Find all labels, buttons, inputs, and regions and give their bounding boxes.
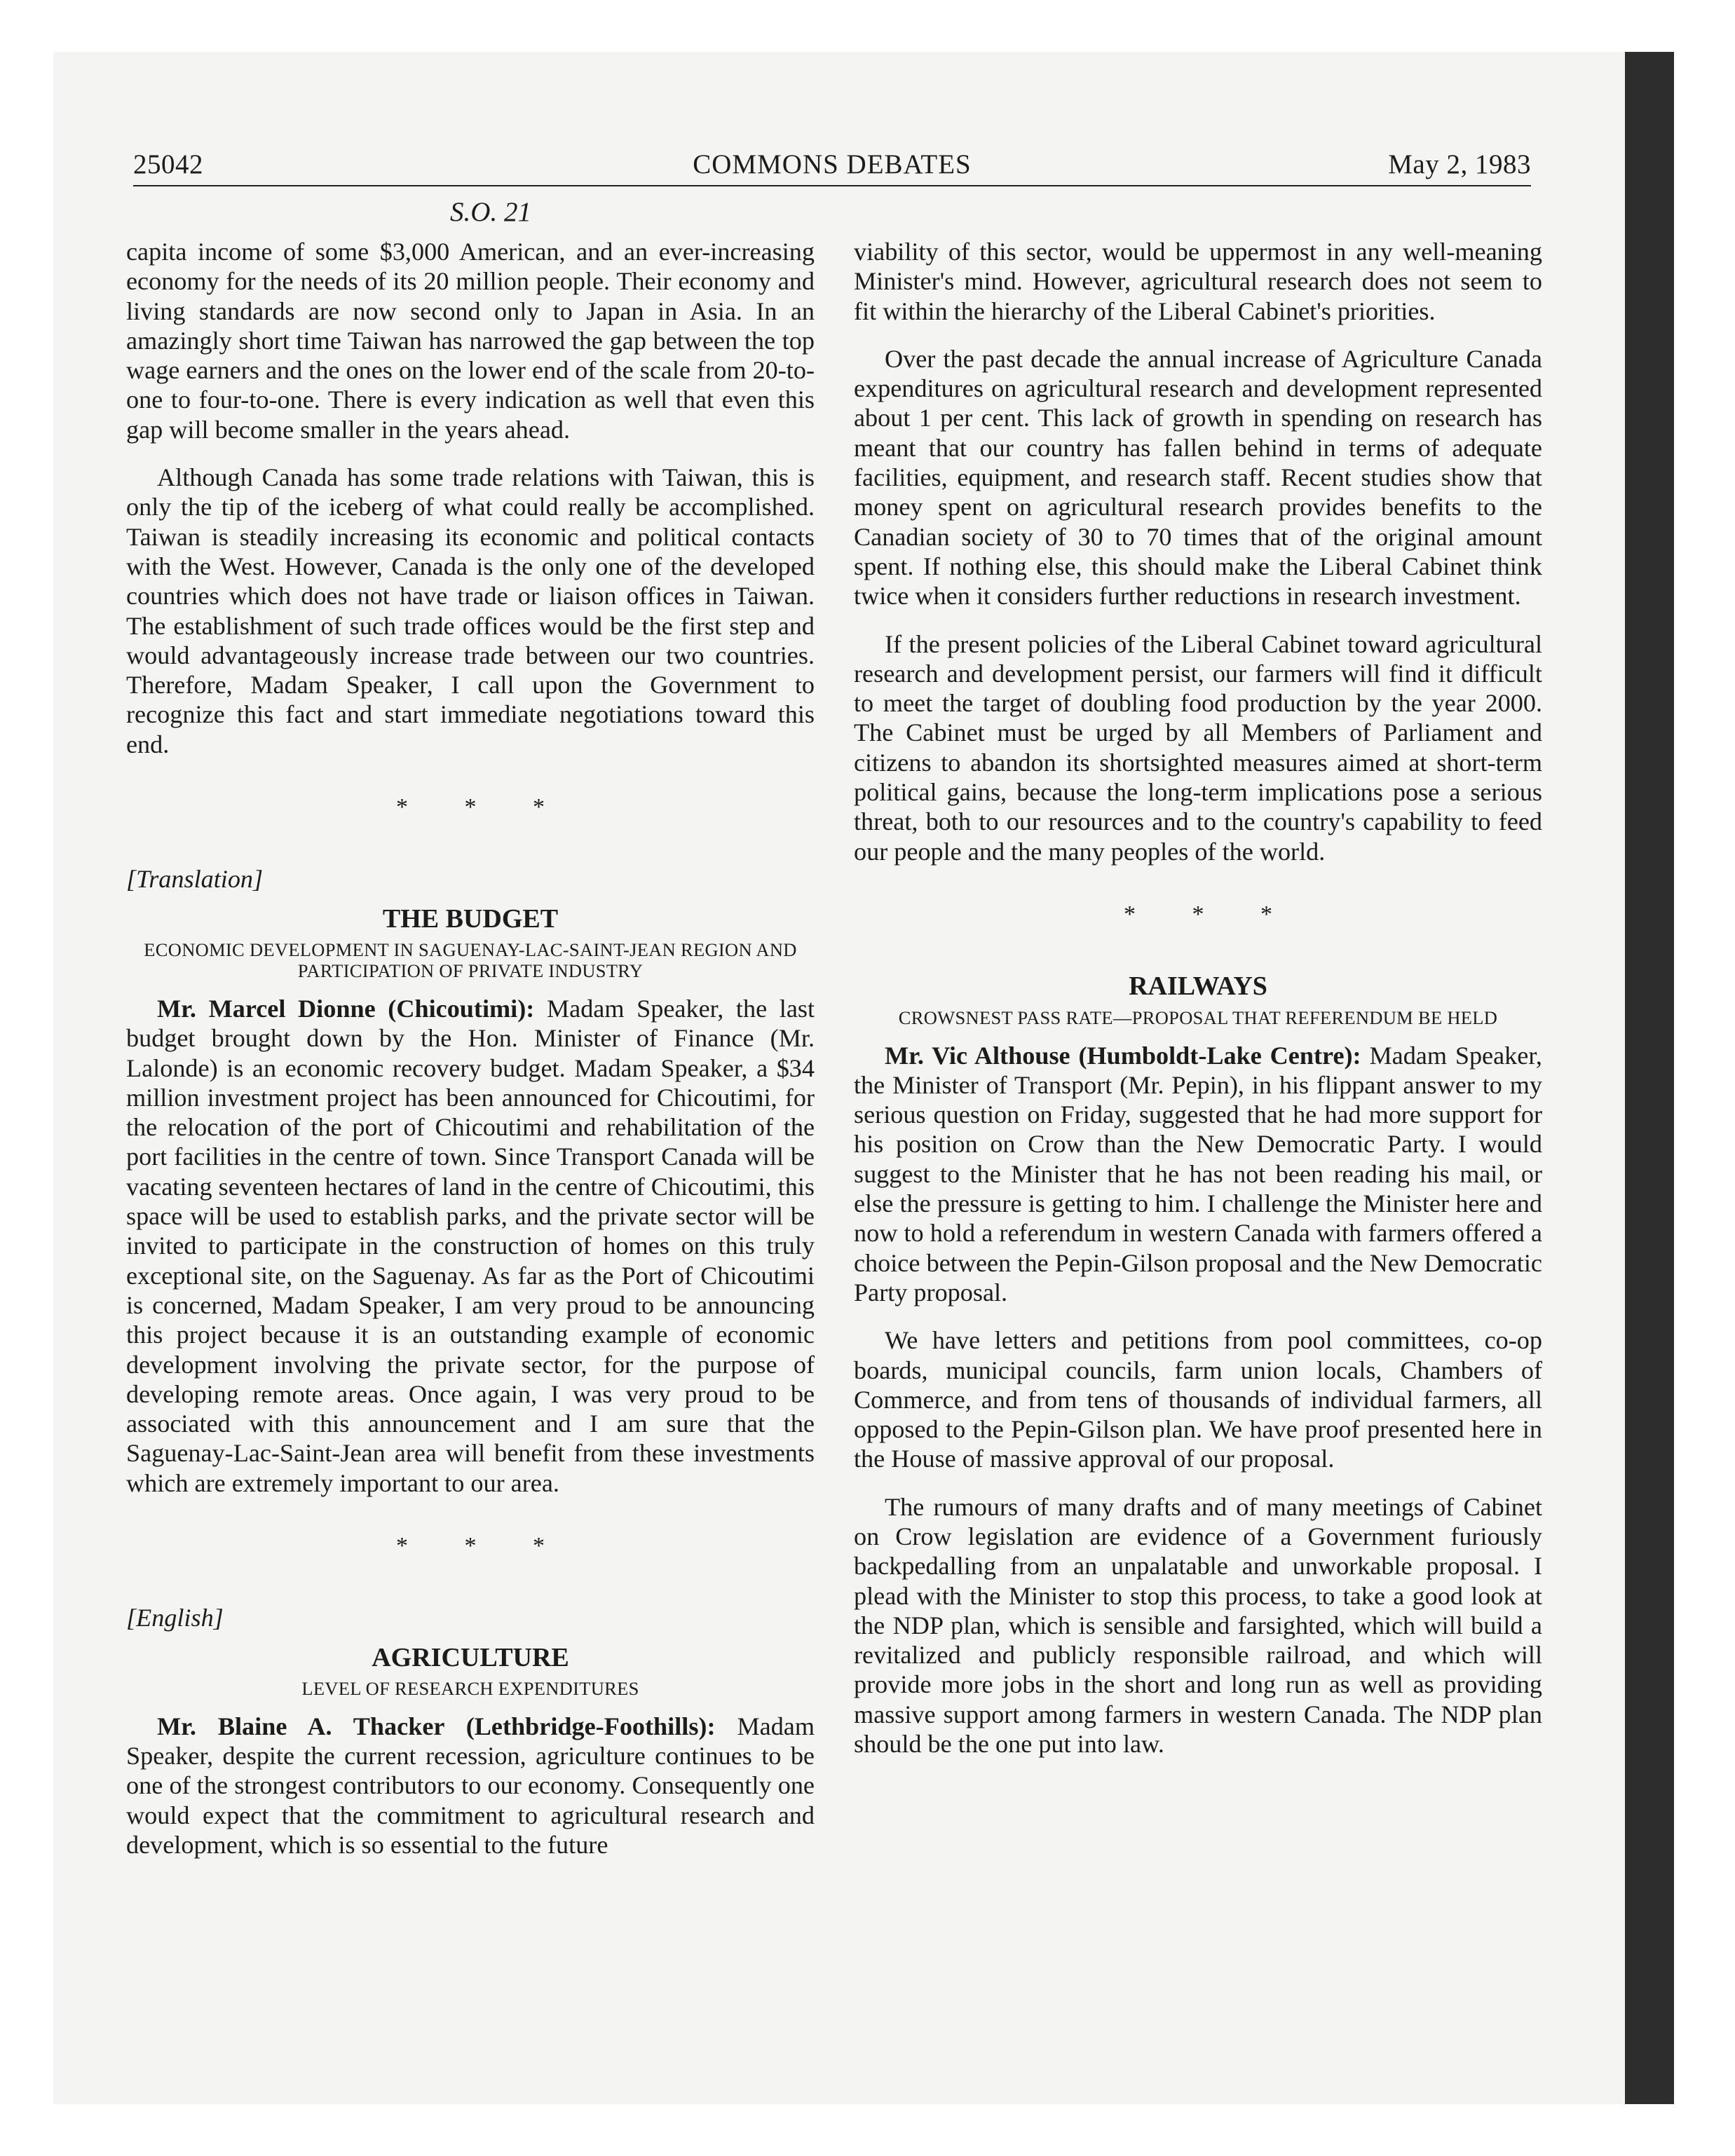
speaker-name: Mr. Blaine A. Thacker (Lethbridge-Foothills): bbox=[157, 1712, 716, 1740]
speech-text: Madam Speaker, despite the current recession, agriculture continues to be one of the strongest contributors to our economy. Consequently one would expect that the commitment to agricultural research and development, which is so essential to the future bbox=[126, 1712, 815, 1860]
paragraph: If the present policies of the Liberal Cabinet toward agricultural research and development persist, our farmers will find it difficult to meet the target of doubling food production by the year 2000. The Cabinet must be urged by all Members of Parliament and citizens to abandon its shortsighted measures aimed at short-term political gains, because the long-term implications pose a serious threat, both to our resources and to the country's capability to feed our people and the many peoples of the world. bbox=[854, 629, 1542, 866]
section-heading: RAILWAYS bbox=[1129, 971, 1267, 1002]
paragraph: viability of this sector, would be uppermost in any well-meaning Minister's mind. However, agricultural research does not seem to fit within the hierarchy of the Liberal Cabinet's priorities. bbox=[854, 238, 1542, 325]
right-column bbox=[854, 237, 1542, 1759]
section-heading: AGRICULTURE bbox=[372, 1642, 569, 1672]
speech-paragraph bbox=[126, 994, 815, 1498]
speech-text: Madam Speaker, the last budget brought down by the Hon. Minister of Finance (Mr. Lalonde) is an economic recovery budget. Madam Speaker, a $34 million investment project has been announced for Chicoutimi, for the relocation of the port of Chicoutimi and rehabilitation of the port facilities in the centre of town. Since Transport Canada will be vacating seventeen hectares of land in the centre of Chicoutimi, this space will be used to establish parks, and the private sector will be invited to participate in the construction of homes on this truly exceptional site, on the Saguenay. As far as the Port of Chicoutimi is concerned, Madam Speaker, I am very proud to be announcing this project because it is an outstanding example of economic development involving the private sector, for the purpose of developing remote areas. Once again, I was very proud to be associated with this announcement and I am sure that the Saguenay-Lac-Saint-Jean area will benefit from these investments which are extremely important to our area. bbox=[126, 994, 815, 1497]
left-column bbox=[126, 237, 815, 1860]
speech-text: Madam Speaker, the Minister of Transport (Mr. Pepin), in his flippant answer to my serious question on Friday, suggested that he had more support for his position on Crow than the New Democratic Party. I would suggest to the Minister that he has not been reading his mail, or else the pressure is getting to him. I challenge the Minister here and now to hold a referendum in western Canada with farmers offered a choice between the Pepin-Gilson proposal and the New Democratic Party proposal. bbox=[854, 1041, 1542, 1306]
section-separator: * * * bbox=[396, 1532, 570, 1559]
section-subheading: CROWSNEST PASS RATE—PROPOSAL THAT REFERENDUM BE HELD bbox=[898, 1007, 1498, 1028]
language-note: [Translation] bbox=[126, 865, 264, 894]
speaker-name: Mr. Vic Althouse (Humboldt-Lake Centre): bbox=[885, 1041, 1361, 1070]
journal-title: COMMONS DEBATES bbox=[693, 149, 972, 179]
paragraph: The rumours of many drafts and of many meetings of Cabinet on Crow legislation are evidence of a Government furiously backpedalling from an unpalatable and unworkable proposal. I plead with the Minister to stop this process, to take a good look at the NDP plan, which is sensible and farsighted, which will build a revitalized and publicly responsible railroad, and which will provide more jobs in the short and long run as well as providing massive support among farmers in western Canada. The NDP plan should be the one put into law. bbox=[854, 1492, 1542, 1759]
issue-date: May 2, 1983 bbox=[1388, 149, 1531, 179]
standing-order-label: S.O. 21 bbox=[450, 197, 531, 227]
header-rule bbox=[133, 185, 1531, 186]
paragraph: Over the past decade the annual increase of Agriculture Canada expenditures on agricultural research and development represented about 1 per cent. This lack of growth in spending on research has meant that our country has fallen behind in terms of adequate facilities, equipment, and research staff. Recent studies show that money spent on agricultural research provides benefits to the Canadian society of 30 to 70 times that of the original amount spent. If nothing else, this should make the Liberal Cabinet think twice when it considers further reductions in research investment. bbox=[854, 344, 1542, 610]
scan-edge-shadow bbox=[1625, 52, 1674, 2104]
speech-paragraph bbox=[126, 1712, 815, 1860]
paragraph: We have letters and petitions from pool committees, co-op boards, municipal councils, farm union locals, Chambers of Commerce, and from tens of thousands of individual farmers, all opposed to the Pepin-Gilson plan. We have proof presented here in the House of massive approval of our proposal. bbox=[854, 1326, 1542, 1473]
speaker-name: Mr. Marcel Dionne (Chicoutimi): bbox=[157, 994, 535, 1023]
page-number: 25042 bbox=[133, 149, 203, 179]
section-subheading: LEVEL OF RESEARCH EXPENDITURES bbox=[301, 1677, 639, 1699]
page-header bbox=[133, 149, 1531, 185]
paragraph: capita income of some $3,000 American, and an ever-increasing economy for the needs of its 20 million people. Their economy and living standards are now second only to Japan in Asia. In an amazingly short time Taiwan has narrowed the gap between the top wage earners and the ones on the lower end of the scale from 20-to-one to four-to-one. There is every indication as well that even this gap will become smaller in the years ahead. bbox=[126, 238, 815, 444]
section-separator: * * * bbox=[1124, 901, 1298, 927]
section-subheading: ECONOMIC DEVELOPMENT IN SAGUENAY-LAC-SAINT-JEAN REGION AND PARTICIPATION OF PRIVATE INDUSTRY bbox=[144, 939, 797, 981]
section-separator: * * * bbox=[396, 794, 570, 821]
paragraph: Although Canada has some trade relations with Taiwan, this is only the tip of the iceberg of what could really be accomplished. Taiwan is steadily increasing its economic and political contacts with the West. However, Canada is the only one of the developed countries which does not have trade or liaison offices in Taiwan. The establishment of such trade offices would be the first step and would advantageously increase trade between our two countries. Therefore, Madam Speaker, I call upon the Government to recognize this fact and start immediate negotiations toward this end. bbox=[126, 463, 815, 758]
language-note: [English] bbox=[126, 1604, 224, 1632]
section-heading: THE BUDGET bbox=[382, 903, 559, 934]
speech-paragraph bbox=[854, 1041, 1542, 1308]
